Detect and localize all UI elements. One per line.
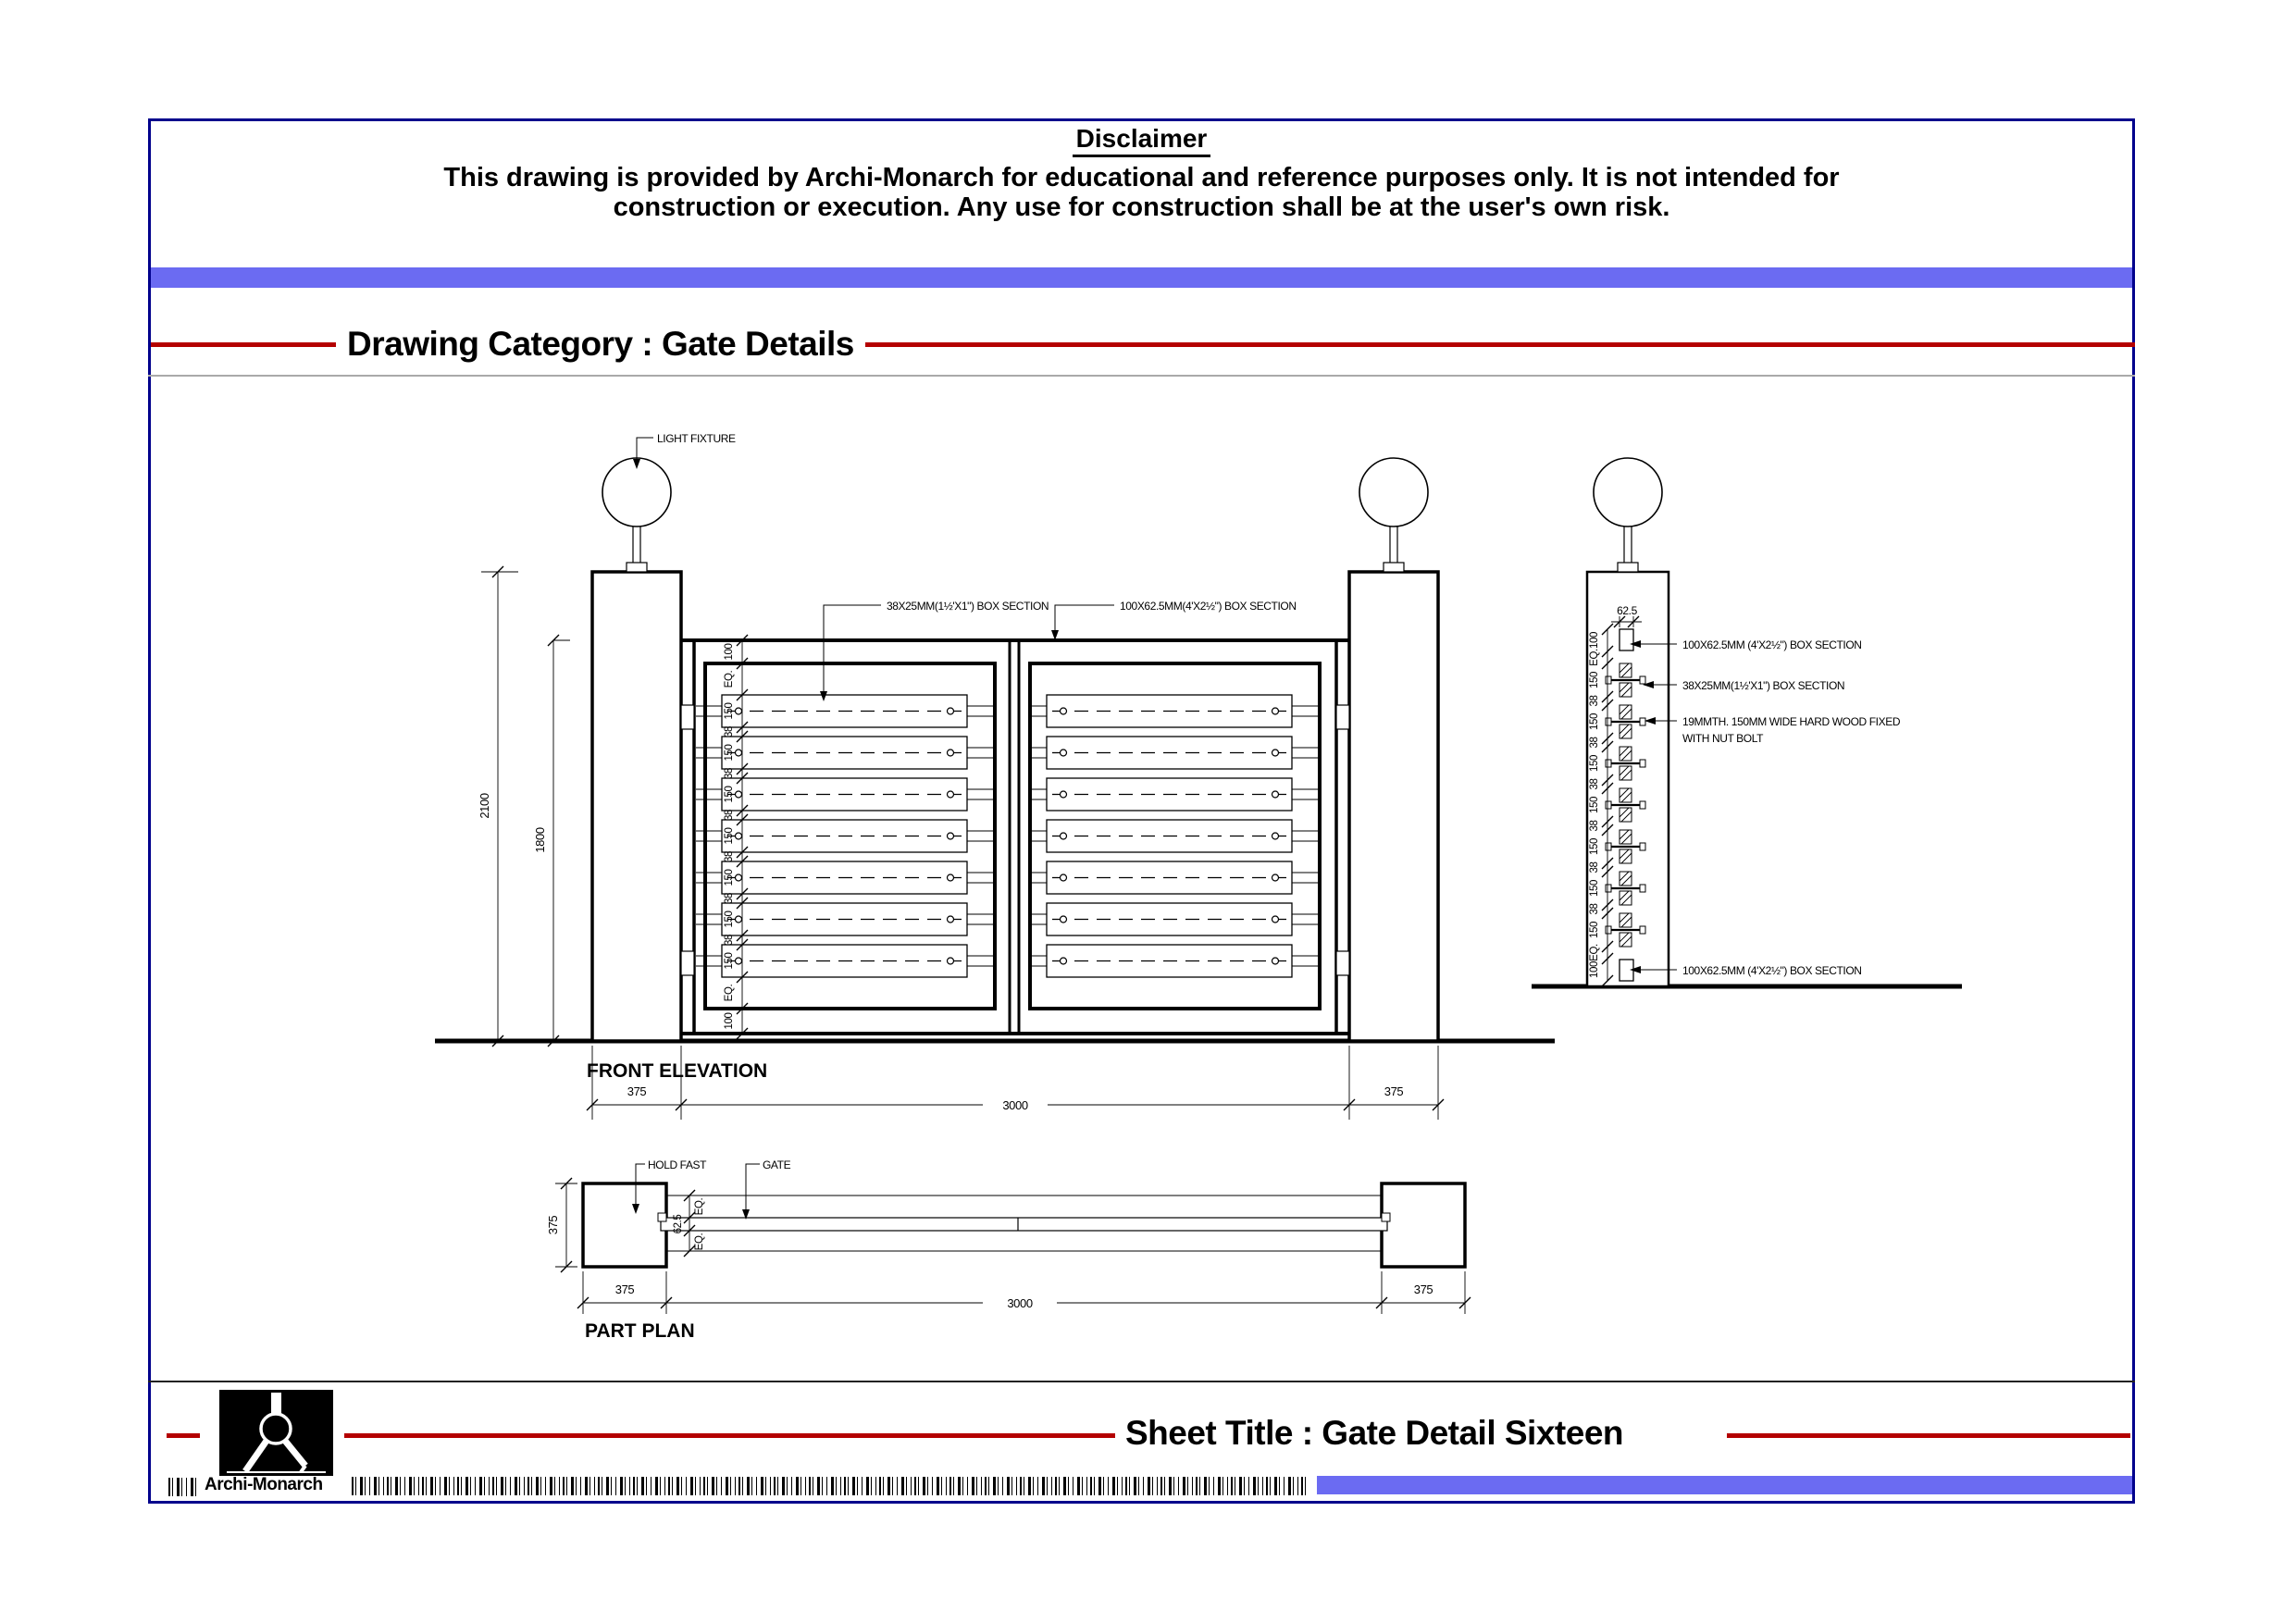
svg-text:38: 38: [724, 726, 735, 737]
svg-text:150: 150: [1589, 672, 1600, 688]
disclaimer-title: Disclaimer: [1073, 124, 1211, 157]
label-hold-fast: HOLD FAST: [648, 1158, 707, 1171]
section-detail-drawing: [1532, 458, 1962, 986]
light-fixture-left: [602, 458, 671, 572]
brand-logo: [219, 1390, 333, 1476]
svg-text:38: 38: [724, 768, 735, 779]
dim-gate-height: 1800: [533, 827, 547, 853]
svg-text:100: 100: [1589, 961, 1600, 978]
svg-text:150: 150: [724, 869, 735, 886]
compass-icon: [219, 1390, 333, 1476]
left-pillar: [592, 572, 681, 1041]
right-leaf-slats: [1032, 695, 1318, 977]
svg-text:EQ.: EQ.: [1589, 944, 1600, 961]
footer-red-dash: [167, 1433, 200, 1438]
hold-fast-block: [1382, 1213, 1390, 1221]
light-fixture-section: [1594, 458, 1662, 572]
svg-text:150: 150: [1589, 922, 1600, 938]
svg-text:38: 38: [1589, 820, 1600, 832]
svg-text:62.5: 62.5: [1617, 604, 1637, 617]
svg-text:150: 150: [1589, 797, 1600, 813]
top-box-section: [1620, 629, 1633, 650]
section-chain-labels: [1589, 632, 1600, 978]
svg-text:150: 150: [1589, 755, 1600, 772]
svg-text:150: 150: [724, 911, 735, 928]
front-elevation-title: FRONT ELEVATION: [587, 1060, 768, 1082]
svg-text:375: 375: [627, 1084, 647, 1098]
svg-text:3000: 3000: [1007, 1296, 1033, 1310]
plan-right-pillar: [1382, 1183, 1465, 1267]
light-fixture-right: [1359, 458, 1428, 572]
hold-fast-block: [658, 1213, 666, 1221]
plan-left-pillar: [583, 1183, 666, 1267]
svg-text:EQ.: EQ.: [694, 1197, 705, 1216]
dim-total-height: 2100: [478, 793, 491, 819]
disclaimer-line1: This drawing is provided by Archi-Monarch for educational and reference purposes only. It is not intended for: [443, 163, 1840, 192]
label-hardwood-1: 19MMTH. 150MM WIDE HARD WOOD FIXED: [1682, 715, 1901, 728]
label-large-box-top: 100X62.5MM (4'X2½") BOX SECTION: [1682, 638, 1862, 651]
svg-text:150: 150: [724, 744, 735, 762]
svg-text:150: 150: [724, 702, 735, 720]
brand-name: Archi-Monarch: [205, 1475, 323, 1494]
label-hardwood-2: WITH NUT BOLT: [1682, 732, 1764, 745]
svg-text:375: 375: [614, 1282, 635, 1296]
label-small-box: 38X25MM(1½'X1") BOX SECTION: [1682, 679, 1845, 692]
part-plan-title: PART PLAN: [585, 1320, 695, 1342]
svg-text:EQ.: EQ.: [1589, 649, 1600, 666]
svg-text:38: 38: [1589, 903, 1600, 915]
label-light-fixture: LIGHT FIXTURE: [657, 432, 736, 445]
front-elevation-drawing: [435, 432, 1555, 1120]
svg-text:EQ.: EQ.: [724, 670, 735, 688]
height-dims: [481, 566, 570, 1047]
disclaimer-line2: construction or execution. Any use for construction shall be at the user's own risk.: [613, 192, 1670, 222]
svg-text:375: 375: [1413, 1282, 1433, 1296]
svg-text:38: 38: [1589, 695, 1600, 707]
right-pillar: [1349, 572, 1438, 1041]
bottom-accent-band: [1317, 1476, 2132, 1494]
barcode: [352, 1477, 1309, 1495]
svg-text:150: 150: [724, 827, 735, 845]
svg-text:38: 38: [724, 893, 735, 904]
svg-text:150: 150: [1589, 838, 1600, 855]
part-plan-drawing: [546, 1158, 1471, 1342]
svg-text:100: 100: [724, 643, 735, 661]
label-large-box-bottom: 100X62.5MM (4'X2½") BOX SECTION: [1682, 964, 1862, 977]
category-heading: Drawing Category : Gate Details: [347, 325, 854, 363]
svg-text:38: 38: [724, 810, 735, 821]
svg-text:38: 38: [724, 851, 735, 862]
svg-text:150: 150: [724, 786, 735, 803]
svg-text:100: 100: [724, 1012, 735, 1030]
sheet-title: Sheet Title : Gate Detail Sixteen: [1125, 1414, 1623, 1452]
footer-rule-right: [1727, 1433, 2130, 1438]
label-small-box-section: 38X25MM(1½'X1") BOX SECTION: [887, 600, 1049, 613]
svg-text:38: 38: [1589, 861, 1600, 873]
label-large-box-section: 100X62.5MM(4'X2½") BOX SECTION: [1120, 600, 1297, 613]
left-leaf-slats: [696, 695, 993, 977]
elevation-leaders: [637, 438, 1114, 692]
svg-text:3000: 3000: [1002, 1098, 1028, 1112]
svg-text:62.5: 62.5: [673, 1214, 684, 1234]
svg-text:100: 100: [1589, 632, 1600, 649]
svg-text:150: 150: [724, 952, 735, 970]
svg-text:150: 150: [1589, 713, 1600, 730]
svg-text:EQ.: EQ.: [724, 984, 735, 1002]
svg-text:38: 38: [724, 935, 735, 946]
svg-text:375: 375: [1384, 1084, 1404, 1098]
svg-text:38: 38: [1589, 737, 1600, 749]
svg-text:EQ.: EQ.: [694, 1233, 705, 1251]
svg-text:150: 150: [1589, 880, 1600, 897]
barcode-left: [168, 1478, 200, 1496]
footer-rule-left: [344, 1433, 1115, 1438]
plan-gate-bar: [661, 1218, 1387, 1231]
label-gate: GATE: [763, 1158, 791, 1171]
footer-rule: [148, 1381, 2135, 1382]
svg-text:375: 375: [546, 1215, 560, 1235]
svg-text:38: 38: [1589, 778, 1600, 790]
